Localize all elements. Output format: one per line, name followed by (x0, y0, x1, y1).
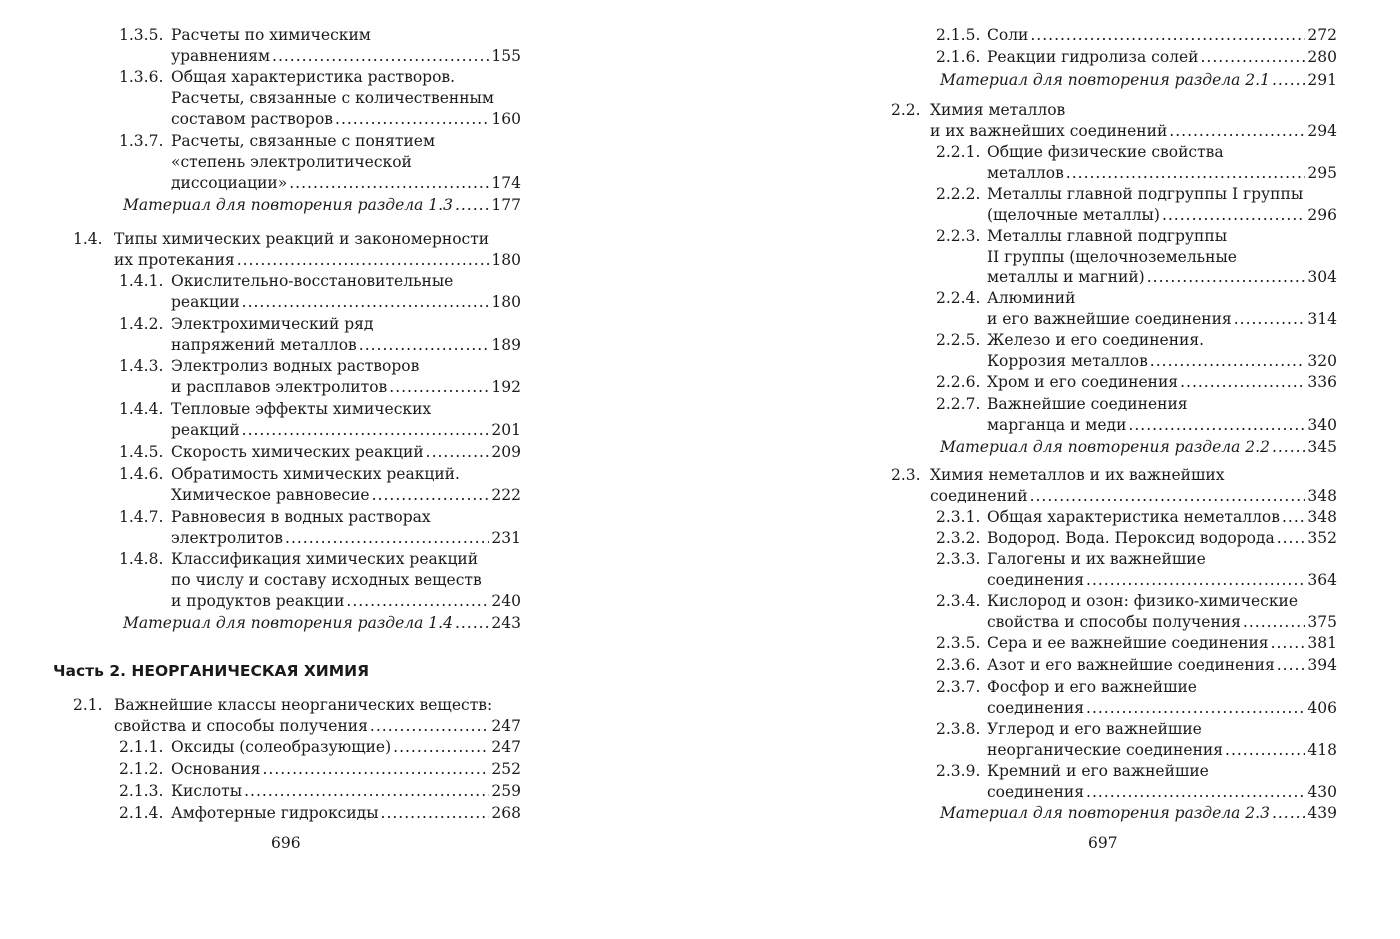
page-ref: 320 (1307, 352, 1337, 370)
toc-line-with-page: свойства и способы получения ..... 375 (987, 611, 1337, 633)
page-ref: 364 (1307, 571, 1337, 589)
toc-line-with-page: реакций ..... 201 (171, 419, 521, 441)
toc-line: Электрохимический ряд (171, 315, 374, 333)
review-entry: Материал для повторения раздела 1.3 ..... 177 (123, 194, 521, 216)
page-ref: 348 (1307, 508, 1337, 526)
toc-line-with-page: соединений ..... 348 (930, 485, 1337, 507)
page-ref: 406 (1307, 699, 1337, 717)
review-entry: Материал для повторения раздела 2.2 ..... 345 (940, 436, 1337, 458)
section-number: 2.3. (891, 466, 921, 484)
toc-line-with-page: составом растворов ..... 160 (171, 108, 521, 130)
page-ref: 336 (1307, 373, 1337, 391)
part-heading: Часть 2. НЕОРГАНИЧЕСКАЯ ХИМИЯ (53, 662, 370, 680)
page-ref: 177 (491, 196, 521, 214)
toc-line: Общая характеристика растворов. (171, 68, 456, 86)
page-number: 696 (271, 834, 301, 852)
page-ref: 160 (491, 110, 521, 128)
toc-line: Равновесия в водных растворах (171, 508, 431, 526)
page-ref: 291 (1307, 71, 1337, 89)
review-entry: Материал для повторения раздела 2.1 ..... 291 (940, 69, 1337, 91)
section-number: 2.3.3. (936, 550, 981, 568)
section-number: 2.1.2. (119, 760, 164, 778)
section-number: 2.3.6. (936, 656, 981, 674)
page-ref: 180 (491, 293, 521, 311)
section-number: 2.2.7. (936, 395, 981, 413)
section-number: 2.1.3. (119, 782, 164, 800)
toc-line-with-page: Оксиды (солеобразующие) ..... 247 (171, 736, 521, 758)
section-number: 2.1.1. (119, 738, 164, 756)
review-entry: Материал для повторения раздела 1.4 ..... 243 (123, 612, 521, 634)
toc-line-with-page: уравнениям ..... 155 (171, 45, 521, 67)
toc-line: Важнейшие классы неорганических веществ: (114, 696, 493, 714)
toc-line: Фосфор и его важнейшие (987, 678, 1197, 696)
toc-line: Важнейшие соединения (987, 395, 1188, 413)
toc-line: Электролиз водных растворов (171, 357, 420, 375)
page-ref: 209 (491, 443, 521, 461)
page-ref: 259 (491, 782, 521, 800)
section-number: 2.1.6. (936, 48, 981, 66)
page-ref: 352 (1307, 529, 1337, 547)
section-number: 1.4.5. (119, 443, 164, 461)
toc-line: Расчеты по химическим (171, 26, 371, 44)
page-ref: 296 (1307, 206, 1337, 224)
toc-line-with-page: напряжений металлов ..... 189 (171, 334, 521, 356)
section-number: 2.3.1. (936, 508, 981, 526)
toc-line: Обратимость химических реакций. (171, 465, 460, 483)
toc-line-with-page: Соли ..... 272 (987, 24, 1337, 46)
page-ref: 272 (1307, 26, 1337, 44)
toc-line-with-page: Коррозия металлов ..... 320 (987, 350, 1337, 372)
page-ref: 439 (1307, 804, 1337, 822)
toc-line-with-page: Общая характеристика неметаллов ..... 348 (987, 506, 1337, 528)
toc-line: Металлы главной подгруппы (987, 227, 1228, 245)
review-entry: Материал для повторения раздела 2.3 ..... 439 (940, 802, 1337, 824)
page-ref: 189 (491, 336, 521, 354)
page-ref: 348 (1307, 487, 1337, 505)
toc-line: Железо и его соединения. (987, 331, 1205, 349)
toc-line-with-page: Основания ..... 252 (171, 758, 521, 780)
section-number: 2.2.4. (936, 289, 981, 307)
page-ref: 180 (491, 251, 521, 269)
toc-line: Химия неметаллов и их важнейших (930, 466, 1225, 484)
toc-line: Алюминий (987, 289, 1076, 307)
toc-line-with-page: Азот и его важнейшие соединения ..... 394 (987, 654, 1337, 676)
section-number: 1.4.4. (119, 400, 164, 418)
toc-line-with-page: свойства и способы получения ..... 247 (114, 715, 521, 737)
toc-line: Кислород и озон: физико-химические (987, 592, 1299, 610)
page-ref: 418 (1307, 741, 1337, 759)
section-number: 2.1.5. (936, 26, 981, 44)
section-number: 1.4. (73, 230, 103, 248)
toc-line-with-page: Реакции гидролиза солей ..... 280 (987, 46, 1337, 68)
toc-line: Химия металлов (930, 101, 1066, 119)
page-number: 697 (1088, 834, 1118, 852)
page-ref: 280 (1307, 48, 1337, 66)
toc-line-with-page: соединения ..... 364 (987, 569, 1337, 591)
toc-line-with-page: соединения ..... 430 (987, 781, 1337, 803)
toc-line-with-page: Сера и ее важнейшие соединения ..... 381 (987, 632, 1337, 654)
toc-line-with-page: их протекания ..... 180 (114, 249, 521, 271)
page-ref: 268 (491, 804, 521, 822)
toc-line: II группы (щелочноземельные (987, 248, 1237, 266)
section-number: 2.2. (891, 101, 921, 119)
section-number: 2.3.4. (936, 592, 981, 610)
section-number: 2.1. (73, 696, 103, 714)
page-ref: 304 (1307, 268, 1337, 286)
section-number: 1.4.8. (119, 550, 164, 568)
page-ref: 375 (1307, 613, 1337, 631)
toc-line-with-page: Скорость химических реакций ..... 209 (171, 441, 521, 463)
page-ref: 394 (1307, 656, 1337, 674)
toc-line: Галогены и их важнейшие (987, 550, 1206, 568)
section-number: 1.4.1. (119, 272, 164, 290)
page-ref: 340 (1307, 416, 1337, 434)
section-number: 2.2.1. (936, 143, 981, 161)
page-ref: 222 (491, 486, 521, 504)
toc-line: Окислительно-восстановительные (171, 272, 454, 290)
section-number: 2.2.2. (936, 185, 981, 203)
toc-line-with-page: марганца и меди ..... 340 (987, 414, 1337, 436)
section-number: 1.4.2. (119, 315, 164, 333)
toc-line: Расчеты, связанные с количественным (171, 89, 494, 107)
page-ref: 345 (1307, 438, 1337, 456)
page-ref: 231 (491, 529, 521, 547)
toc-line-with-page: металлов ..... 295 (987, 162, 1337, 184)
section-number: 1.3.6. (119, 68, 164, 86)
toc-line-with-page: и его важнейшие соединения ..... 314 (987, 308, 1337, 330)
toc-line-with-page: диссоциации» ..... 174 (171, 172, 521, 194)
toc-line: Классификация химических реакций (171, 550, 479, 568)
page-ref: 201 (491, 421, 521, 439)
toc-line: Углерод и его важнейшие (987, 720, 1202, 738)
section-number: 2.3.9. (936, 762, 981, 780)
toc-line-with-page: Химическое равновесие ..... 222 (171, 484, 521, 506)
toc-line-with-page: электролитов ..... 231 (171, 527, 521, 549)
section-number: 2.3.2. (936, 529, 981, 547)
page-ref: 155 (491, 47, 521, 65)
section-number: 2.2.6. (936, 373, 981, 391)
toc-line: Металлы главной подгруппы I группы (987, 185, 1304, 203)
toc-line-with-page: и продуктов реакции ..... 240 (171, 590, 521, 612)
page-ref: 247 (491, 717, 521, 735)
page-ref: 192 (491, 378, 521, 396)
toc-line-with-page: (щелочные металлы) ..... 296 (987, 204, 1337, 226)
toc-line-with-page: Амфотерные гидроксиды ..... 268 (171, 802, 521, 824)
section-number: 1.3.7. (119, 132, 164, 150)
toc-line-with-page: Водород. Вода. Пероксид водорода ..... 352 (987, 527, 1337, 549)
toc-line: Расчеты, связанные с понятием (171, 132, 436, 150)
section-number: 1.4.7. (119, 508, 164, 526)
section-number: 1.4.6. (119, 465, 164, 483)
toc-line: Общие физические свойства (987, 143, 1224, 161)
toc-line: Тепловые эффекты химических (171, 400, 432, 418)
toc-line: «степень электролитической (171, 153, 412, 171)
page-ref: 243 (491, 614, 521, 632)
section-number: 1.4.3. (119, 357, 164, 375)
page-ref: 252 (491, 760, 521, 778)
toc-line-with-page: металлы и магний) ..... 304 (987, 266, 1337, 288)
toc-line-with-page: Кислоты ..... 259 (171, 780, 521, 802)
toc-line-with-page: и их важнейших соединений ..... 294 (930, 120, 1337, 142)
toc-line: Типы химических реакций и закономерности (114, 230, 490, 248)
section-number: 2.3.8. (936, 720, 981, 738)
page-ref: 294 (1307, 122, 1337, 140)
page-ref: 381 (1307, 634, 1337, 652)
section-number: 2.2.3. (936, 227, 981, 245)
toc-line-with-page: и расплавов электролитов ..... 192 (171, 376, 521, 398)
toc-line-with-page: Хром и его соединения ..... 336 (987, 371, 1337, 393)
toc-line-with-page: неорганические соединения ..... 418 (987, 739, 1337, 761)
toc-line: по числу и составу исходных веществ (171, 571, 482, 589)
page-ref: 314 (1307, 310, 1337, 328)
section-number: 1.3.5. (119, 26, 164, 44)
toc-line: Кремний и его важнейшие (987, 762, 1209, 780)
page-ref: 430 (1307, 783, 1337, 801)
page-ref: 240 (491, 592, 521, 610)
toc-line-with-page: реакции ..... 180 (171, 291, 521, 313)
page-ref: 174 (491, 174, 521, 192)
section-number: 2.2.5. (936, 331, 981, 349)
section-number: 2.1.4. (119, 804, 164, 822)
page-ref: 295 (1307, 164, 1337, 182)
section-number: 2.3.5. (936, 634, 981, 652)
toc-line-with-page: соединения ..... 406 (987, 697, 1337, 719)
page-ref: 247 (491, 738, 521, 756)
section-number: 2.3.7. (936, 678, 981, 696)
